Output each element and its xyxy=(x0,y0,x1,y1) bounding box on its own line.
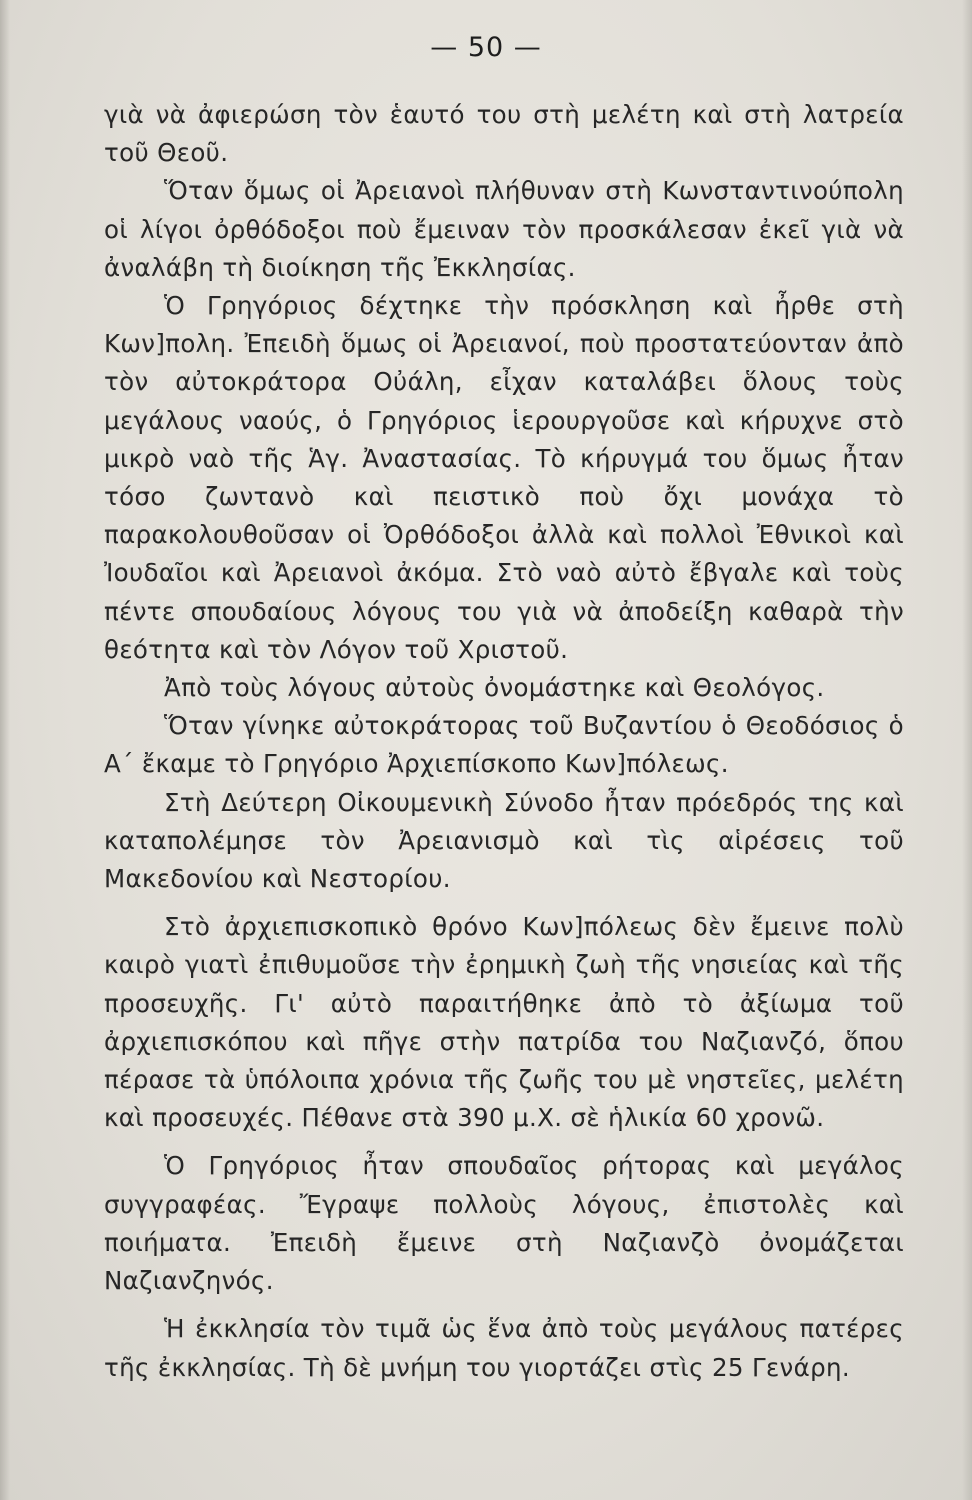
paragraph-second-council: Στὴ Δεύτερη Οἰκουμενικὴ Σύνοδο ἦταν πρόεδρός της καὶ καταπολέμησε τὸν Ἀρειανισμὸ καὶ τὶς αἱρέσεις τοῦ Μακεδονίου καὶ Νεστορίου. xyxy=(104,787,904,894)
page-number: — 50 — xyxy=(430,32,542,63)
paragraph-writer: Ὁ Γρηγόριος ἦταν σπουδαῖος ρήτορας καὶ μεγάλος συγγραφέας. Ἔγραψε πολλοὺς λόγους, ἐπιστολὲς καὶ ποιήματα. Ἐπειδὴ ἔμεινε στὴ Ναζιανζὸ ὀνομάζεται Ναζιανζηνός. xyxy=(104,1151,904,1296)
paragraph-continuation: γιὰ νὰ ἀφιερώση τὸν ἑαυτό του στὴ μελέτη καὶ στὴ λατρεία τοῦ Θεοῦ. xyxy=(104,100,904,168)
paragraph-theodosius: Ὅταν γίνηκε αὐτοκράτορας τοῦ Βυζαντίου ὁ Θεοδόσιος ὁ Α΄ ἔκαμε τὸ Γρηγόριο Ἀρχιεπίσκοπο Κων]πόλεως. xyxy=(104,711,904,779)
paragraph-theologos: Ἀπὸ τοὺς λόγους αὐτοὺς ὀνομάστηκε καὶ Θεολόγος. xyxy=(164,673,825,703)
page-edge-shadow-right xyxy=(962,0,972,1500)
paragraph-arians-constantinople: Ὅταν ὅμως οἱ Ἀρειανοὶ πλήθυναν στὴ Κωνσταντινούπολη οἱ λίγοι ὀρθόδοξοι ποὺ ἔμειναν τὸν προσκάλεσαν ἐκεῖ γιὰ νὰ ἀναλάβη τὴ διοίκηση τῆς Ἐκκλησίας. xyxy=(104,176,904,282)
paragraph-invitation-anastasia: Ὁ Γρηγόριος δέχτηκε τὴν πρόσκληση καὶ ἦρθε στὴ Κων]πολη. Ἐπειδὴ ὅμως οἱ Ἀρειανοί, ποὺ προστατεύονταν ἀπὸ τὸν αὐτοκράτορα Οὐάλη, εἶχαν καταλάβει ὅλους τοὺς μεγάλους ναούς, ὁ Γρηγόριος ἱερουργοῦσε καὶ κήρυχνε στὸ μικρὸ ναὸ τῆς Ἁγ. Ἀναστασίας. Τὸ κήρυγμά του ὅμως ἦταν τόσο ζωντανὸ καὶ πειστικὸ ποὺ ὄχι μονάχα τὸ παρακολουθοῦσαν οἱ Ὀρθόδοξοι ἀλλὰ καὶ πολλοὶ Ἐθνικοὶ καὶ Ἰουδαῖοι καὶ Ἀρειανοὶ ἀκόμα. Στὸ ναὸ αὐτὸ ἔβγαλε καὶ τοὺς πέντε σπουδαίους λόγους του γιὰ νὰ ἀποδείξη καθαρὰ τὴν θεότητα καὶ τὸν Λόγον τοῦ Χριστοῦ. xyxy=(104,291,904,664)
paragraph-resignation: Στὸ ἀρχιεπισκοπικὸ θρόνο Κων]πόλεως δὲν ἔμεινε πολὺ καιρὸ γιατὶ ἐπιθυμοῦσε τὴν ἐρημικὴ ζωὴ τῆς νησιείας καὶ τῆς προσευχῆς. Γι' αὐτὸ παραιτήθηκε ἀπὸ τὸ ἀξίωμα τοῦ ἀρχιεπισκόπου καὶ πῆγε στὴν πατρίδα του Ναζιανζό, ὅπου πέρασε τὰ ὑπόλοιπα χρόνια τῆς ζωῆς του μὲ νηστεῖες, μελέτη καὶ προσευχές. Πέθανε στὰ 390 μ.Χ. σὲ ἡλικία 60 χρονῶ. xyxy=(104,912,904,1133)
page-edge-shadow-left xyxy=(0,0,10,1500)
paragraph-feast-day: Ἡ ἐκκλησία τὸν τιμᾶ ὡς ἕνα ἀπὸ τοὺς μεγάλους πατέρες τῆς ἐκκλησίας. Τὴ δὲ μνήμη του γιορτάζει στὶς 25 Γενάρη. xyxy=(104,1314,904,1382)
body-text xyxy=(104,96,904,1387)
